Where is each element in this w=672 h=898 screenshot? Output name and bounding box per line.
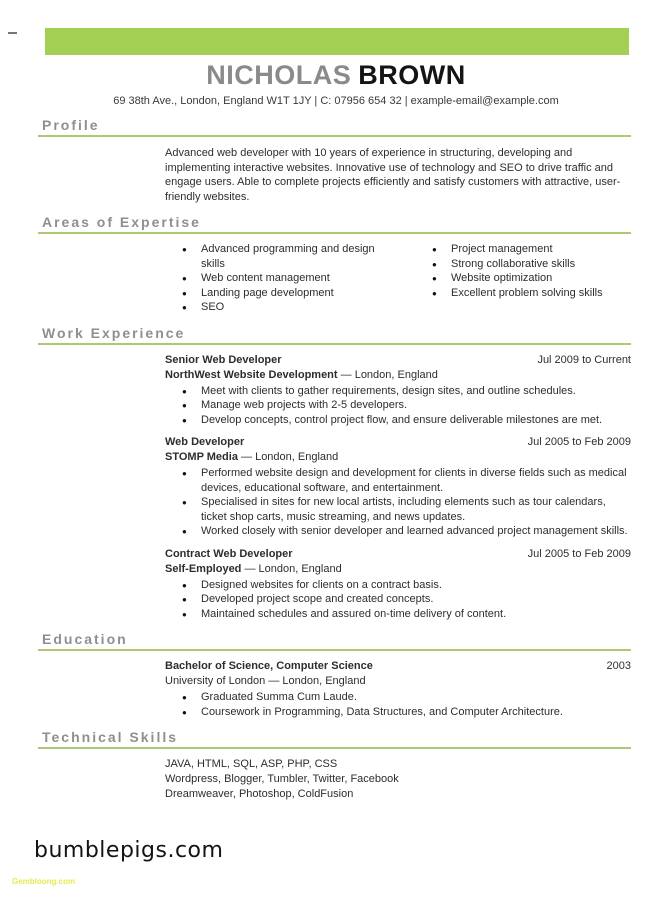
job-role: Senior Web Developer (165, 353, 282, 366)
section-technical-skills (0, 729, 672, 802)
section-rule (38, 649, 631, 651)
list-item: ● Excellent problem solving skills (415, 286, 631, 301)
section-rule (38, 343, 631, 345)
section-work-experience (0, 325, 672, 622)
expertise-columns (165, 242, 631, 315)
job-company: STOMP Media (165, 451, 238, 463)
list-item: ● Advanced programming and design skills (165, 242, 395, 271)
watermark-text: Gembloong.com (12, 877, 76, 886)
section-expertise (0, 214, 672, 315)
job-role: Web Developer (165, 436, 245, 448)
section-title-work: Work Experience (42, 324, 186, 341)
skills-line: JAVA, HTML, SQL, ASP, PHP, CSS (165, 758, 338, 770)
section-title-skills: Technical Skills (42, 729, 179, 745)
job-location: — London, England (241, 451, 339, 463)
list-item: ● Strong collaborative skills (415, 257, 631, 272)
section-rule (38, 747, 631, 749)
list-item: ● Landing page development (165, 286, 395, 301)
job-dates: Jul 2009 to Current (537, 353, 631, 366)
job-entry (165, 353, 631, 428)
list-item: ● Worked closely with senior developer and learned advanced project management skills. (165, 524, 631, 539)
expertise-list-left (165, 242, 395, 315)
skills-line: Dreamweaver, Photoshop, ColdFusion (165, 788, 354, 800)
job-company: NorthWest Website Development (165, 368, 338, 381)
section-rule (38, 135, 631, 137)
list-item: ● SEO (165, 300, 395, 315)
section-rule (38, 232, 631, 234)
education-entry (165, 659, 631, 719)
list-item: ● Designed websites for clients on a contract basis. (165, 578, 631, 593)
first-name: NICHOLAS (206, 60, 352, 90)
last-name: BROWN (358, 60, 466, 90)
list-item: ● Developed project scope and created concepts. (165, 592, 631, 607)
job-dates: Jul 2005 to Feb 2009 (527, 436, 631, 448)
section-profile (0, 117, 672, 204)
section-education (0, 631, 672, 719)
section-title-expertise: Areas of Expertise (42, 214, 201, 230)
job-bullets (165, 578, 631, 622)
list-item: ● Performed website design and development for clients in diverse fields such as medical devices, educational software, and entertainment. (165, 466, 631, 495)
job-bullets (165, 466, 631, 539)
list-item: ● Specialised in sites for new local artists, including elements such as tour calendars, ticket shop carts, music streaming, and news updates. (165, 495, 631, 524)
list-item: ● Graduated Summa Cum Laude. (165, 690, 631, 705)
job-location: — London, England (340, 368, 438, 381)
list-item: ● Web content management (165, 271, 395, 286)
job-bullets (165, 384, 631, 428)
list-item: ● Coursework in Programming, Data Structures, and Computer Architecture. (165, 705, 631, 720)
section-title-profile: Profile (42, 117, 100, 133)
education-bullets (165, 690, 631, 719)
school: University of London — London, England (165, 675, 366, 687)
job-entry (165, 435, 631, 539)
footer-site-name: bumblepigs.com (34, 838, 224, 863)
skills-list (165, 757, 631, 802)
list-item: ● Meet with clients to gather requirements, design sites, and outline schedules. (165, 384, 631, 399)
job-dates: Jul 2005 to Feb 2009 (527, 547, 631, 560)
list-item: ● Manage web projects with 2-5 developers. (165, 398, 631, 413)
job-role: Contract Web Developer (165, 547, 293, 560)
header-accent-bar (45, 28, 629, 55)
expertise-list-right (415, 242, 631, 315)
profile-text: Advanced web developer with 10 years of experience in structuring, developing and implementing interactive websites. Innovative use of technology and SEO to drive traffic and engage users. Able to complete projects efficiently and satisfy customers with attractive, user-friendly websites. (165, 147, 621, 203)
list-item: ● Develop concepts, control project flow, and ensure deliverable milestones are met. (165, 413, 631, 428)
list-item: ● Maintained schedules and assured on-time delivery of content. (165, 607, 631, 622)
list-item: ● Website optimization (415, 271, 631, 286)
skills-line: Wordpress, Blogger, Tumbler, Twitter, Facebook (165, 773, 399, 785)
contact-line: 69 38th Ave., London, England W1T 1JY | C: 07956 654 32 | example-email@example.com (113, 95, 559, 107)
section-title-education: Education (42, 631, 128, 647)
degree: Bachelor of Science, Computer Science (165, 660, 373, 672)
list-item: ● Project management (415, 242, 631, 257)
corner-mark (8, 32, 17, 34)
job-company: Self-Employed (165, 562, 242, 575)
graduation-year: 2003 (606, 660, 631, 672)
job-entry (165, 547, 631, 622)
candidate-name (0, 61, 672, 90)
job-location: — London, England (244, 562, 342, 575)
